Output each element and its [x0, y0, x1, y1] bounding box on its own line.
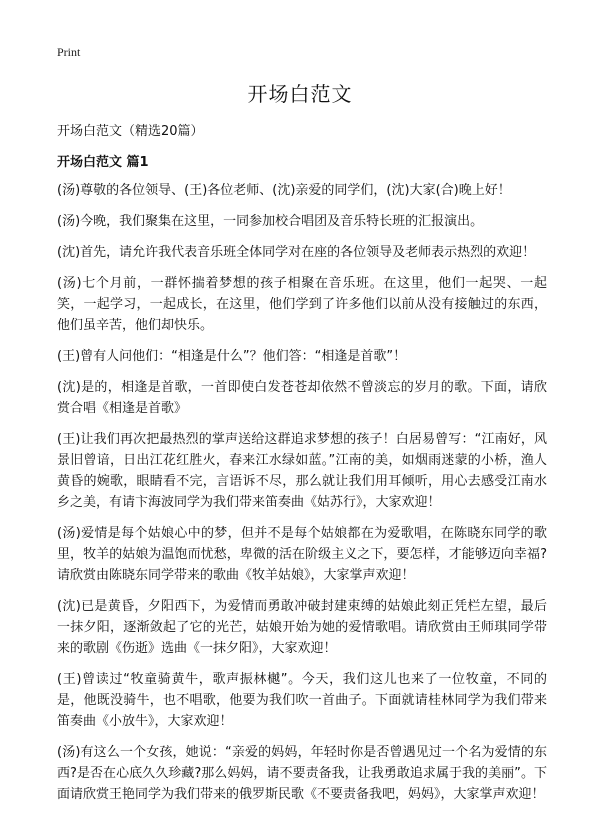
- page-title: 开场白范文: [247, 82, 353, 106]
- print-link[interactable]: Print: [57, 45, 81, 59]
- paragraph: (沈)已是黄昏，夕阳西下，为爱情而勇敢冲破封建束缚的姑娘此刻正凭栏左望，最后一抹夕阳，逐渐敛起了它的光芒，姑娘开始为她的爱情歌唱。请欣赏由王师琪同学带来的歌剧《伤逝》选曲《一抹夕阳》，大家欢迎！: [57, 599, 547, 656]
- paragraph: (汤)尊敬的各位领导、(王)各位老师、(沈)亲爱的同学们，(沈)大家(合)晚上好！: [57, 183, 511, 198]
- paragraph: (汤)七个月前，一群怀揣着梦想的孩子相聚在音乐班。在这里，他们一起哭、一起笑，一起学习，一起成长，在这里，他们学到了许多他们以前从没有接触过的东西，他们虽辛苦，他们却快乐。: [57, 276, 547, 333]
- paragraph: (王)曾有人问他们：“相逢是什么”？他们答：“相逢是首歌”！: [57, 349, 407, 364]
- section-heading: 开场白范文 篇1: [57, 155, 149, 170]
- paragraph: (汤)有这么一个女孩，她说：“亲爱的妈妈，年轻时你是否曾遇见过一个名为爱情的东西?是否在心底久久珍藏?那么妈妈，请不要责备我，让我勇敢追求属于我的美丽”。下面请欣赏王艳同学为我们带来的俄罗斯民歌《不要责备我吧，妈妈》，大家掌声欢迎！: [57, 745, 547, 802]
- paragraph: (王)曾读过“牧童骑黄牛，歌声振林樾”。今天，我们这儿也来了一位牧童，不同的是，他既没骑牛，也不唱歌，他要为我们吹一首曲子。下面就请桂林同学为我们带来笛奏曲《小放牛》，大家欢迎！: [57, 672, 547, 729]
- document-body: [57, 180, 547, 815]
- paragraph: (汤)今晚，我们聚集在这里，一同参加校合唱团及音乐特长班的汇报演出。: [57, 214, 484, 229]
- paragraph: (沈)是的，相逢是首歌，一首即使白发苍苍却依然不曾淡忘的岁月的歌。下面，请欣赏合唱《相逢是首歌》: [57, 380, 547, 416]
- paragraph: (沈)首先，请允许我代表音乐班全体同学对在座的各位领导及老师表示热烈的欢迎！: [57, 245, 536, 260]
- document-subtitle: 开场白范文（精选20篇）: [57, 124, 204, 139]
- paragraph: (王)让我们再次把最热烈的掌声送给这群追求梦想的孩子！白居易曾写：“江南好，风景旧曾谙，日出江花红胜火，春来江水绿如蓝。”江南的美，如烟雨迷蒙的小桥，渔人黄昏的婉歌，眼睛看不完，言语诉不尽，那么就让我们用耳倾听，用心去感受江南水乡之美，有请卞海波同学为我们带来笛奏曲《姑苏行》，大家欢迎！: [57, 432, 547, 510]
- paragraph: (汤)爱情是每个姑娘心中的梦，但并不是每个姑娘都在为爱歌唱，在陈晓东同学的歌里，牧羊的姑娘为温饱而忧愁，卑微的活在阶级主义之下，要怎样，才能够迈向幸福?请欣赏由陈晓东同学带来的歌曲《牧羊姑娘》，大家掌声欢迎！: [57, 526, 547, 583]
